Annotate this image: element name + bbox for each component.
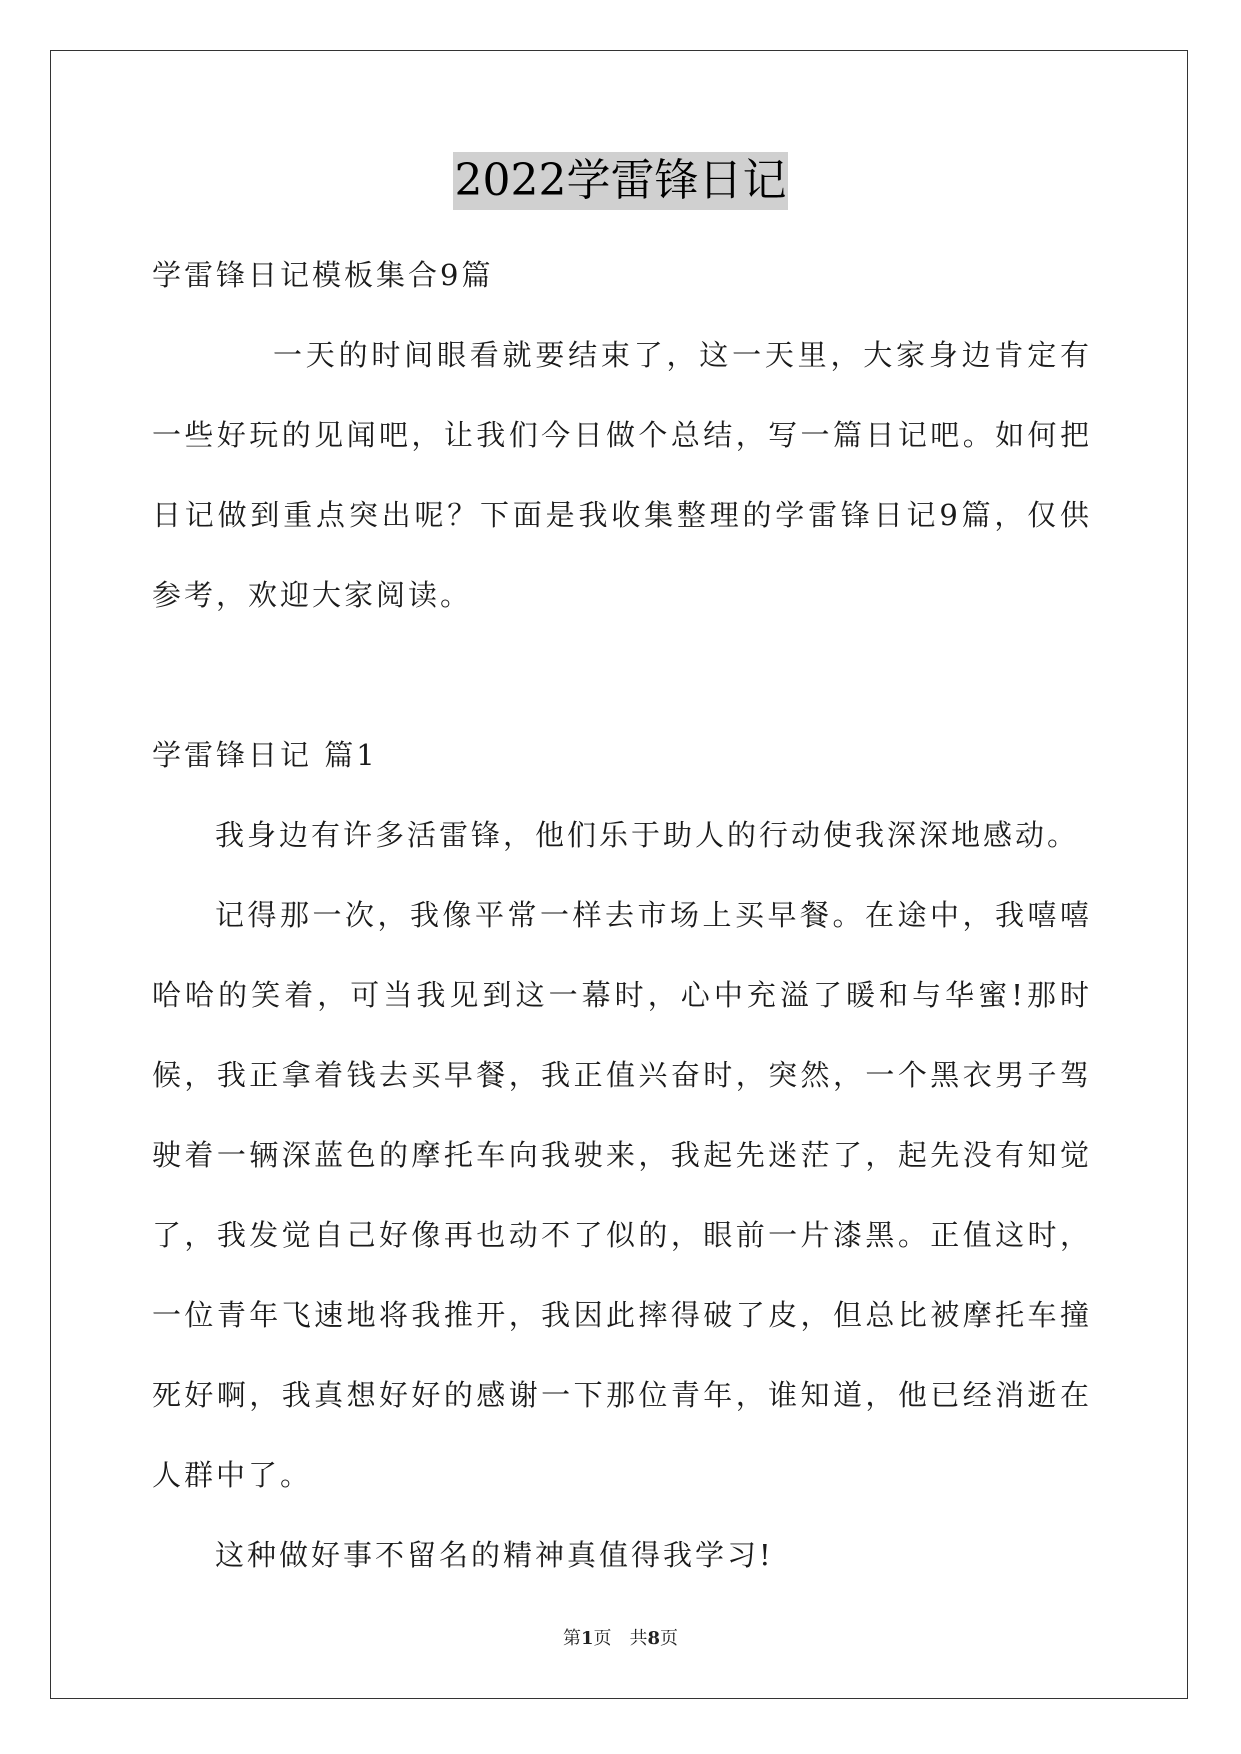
intro-paragraph: 一天的时间眼看就要结束了，这一天里，大家身边肯定有一些好玩的见闻吧，让我们今日做个总结，写一篇日记吧。如何把日记做到重点突出呢？下面是我收集整理的学雷锋日记9篇，仅供参考，欢迎大家阅读。 bbox=[152, 338, 1092, 612]
page-footer bbox=[0, 1624, 1241, 1650]
footer-total-prefix: 共 bbox=[629, 1628, 648, 1649]
document-subtitle: 学雷锋日记模板集合9篇 bbox=[152, 258, 494, 292]
document-title: 2022学雷锋日记 bbox=[453, 152, 789, 210]
body-paragraph-2: 记得那一次，我像平常一样去市场上买早餐。在途中，我嘻嘻哈哈的笑着，可当我见到这一幕时，心中充溢了暖和与华蜜!那时候，我正拿着钱去买早餐，我正值兴奋时，突然，一个黑衣男子驾驶着一辆深蓝色的摩托车向我驶来，我起先迷茫了，起先没有知觉了，我发觉自己好像再也动不了似的，眼前一片漆黑。正值这时，一位青年飞速地将我推开，我因此摔得破了皮，但总比被摩托车撞死好啊，我真想好好的感谢一下那位青年，谁知道，他已经消逝在人群中了。 bbox=[152, 898, 1092, 1492]
footer-page-mid: 页 bbox=[593, 1628, 612, 1649]
title-container bbox=[0, 152, 1241, 210]
footer-page-prefix: 第 bbox=[562, 1628, 581, 1649]
section-heading: 学雷锋日记 篇1 bbox=[152, 738, 378, 772]
footer-page-current: 1 bbox=[580, 1628, 594, 1649]
footer-page-total: 8 bbox=[647, 1628, 661, 1649]
document-body bbox=[152, 235, 1092, 1595]
spacer bbox=[152, 635, 1092, 715]
footer-total-suffix: 页 bbox=[660, 1628, 679, 1649]
body-paragraph-1: 我身边有许多活雷锋，他们乐于助人的行动使我深深地感动。 bbox=[215, 818, 1080, 852]
body-paragraph-3: 这种做好事不留名的精神真值得我学习! bbox=[215, 1538, 774, 1572]
